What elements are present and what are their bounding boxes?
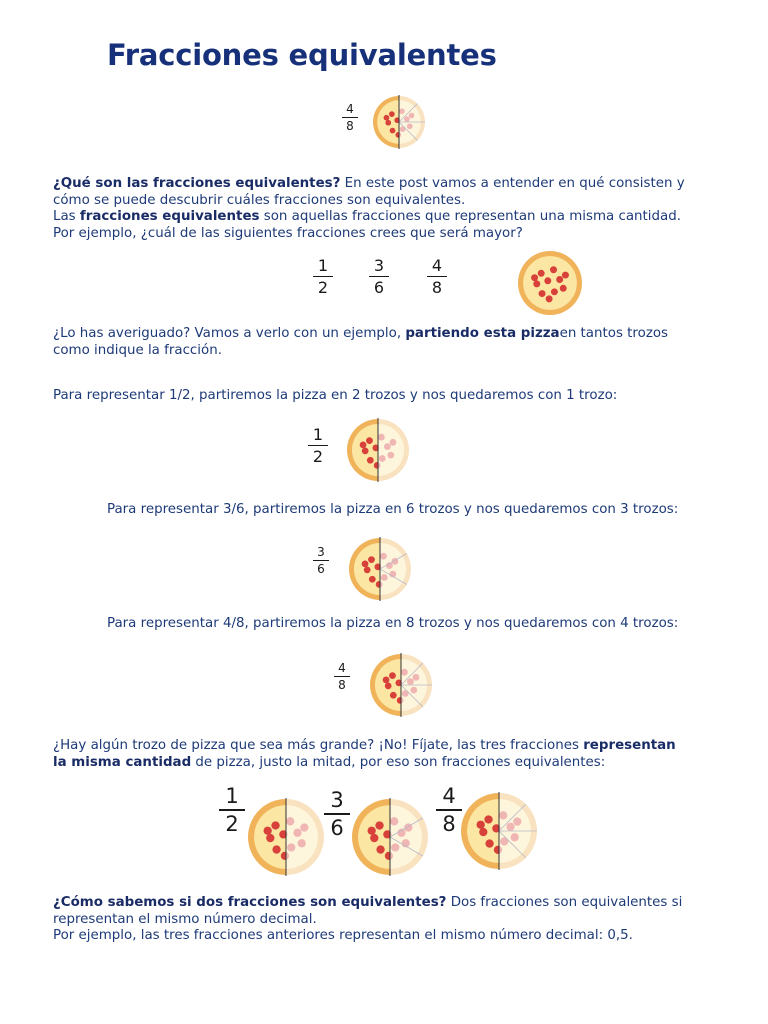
pizza-paragraph xyxy=(53,326,668,359)
fraction-denominator: 2 xyxy=(317,278,329,297)
fraction-bar xyxy=(313,276,333,277)
fraction-bar xyxy=(436,809,462,811)
question-fraction-2 xyxy=(369,256,389,297)
summary-pizza-halves xyxy=(247,798,325,876)
pizza-line-2: como indique la fracción. xyxy=(53,342,222,358)
fraction-numerator: 4 xyxy=(431,256,443,275)
summary-pizza-sixths xyxy=(351,798,429,876)
equivalence-post: de pizza, justo la mitad, por eso son fracciones equivalentes: xyxy=(191,754,606,770)
pizza-line-1 xyxy=(53,326,668,343)
fraction-denominator: 8 xyxy=(431,278,443,297)
summary-fraction-1 xyxy=(219,784,245,836)
intro-question: ¿Qué son las fracciones equivalentes? xyxy=(53,176,341,191)
decimal-line-1 xyxy=(53,895,682,912)
fraction-denominator: 8 xyxy=(442,811,456,836)
fraction-numerator: 3 xyxy=(317,545,325,559)
fraction-bar xyxy=(219,809,245,811)
intro-fraction xyxy=(342,102,358,133)
intro-line-4: Por ejemplo, ¿cuál de las siguientes fracciones crees que será mayor? xyxy=(53,225,523,241)
page-title: Fracciones equivalentes xyxy=(107,38,497,72)
fraction-denominator: 6 xyxy=(330,815,344,840)
fraction-denominator: 6 xyxy=(317,562,325,576)
step-halves-fraction xyxy=(308,425,328,466)
fraction-bar xyxy=(427,276,447,277)
step-eighths-text: Para representar 4/8, partiremos la pizza en 8 trozos y nos quedaremos con 4 trozos: xyxy=(107,616,679,631)
question-fraction-3 xyxy=(427,256,447,297)
fraction-numerator: 1 xyxy=(225,784,239,808)
equivalence-paragraph xyxy=(53,738,676,771)
step-halves-text: Para representar 1/2, partiremos la pizza en 2 trozos y nos quedaremos con 1 trozo: xyxy=(53,388,618,403)
step-sixths-fraction xyxy=(313,545,329,576)
pizza-halves-illustration xyxy=(346,418,410,482)
intro-line-2: cómo se puede descubrir cuáles fracciones son equivalentes. xyxy=(53,192,466,208)
intro-line-3-bold: fracciones equivalentes xyxy=(79,209,260,224)
fraction-denominator: 2 xyxy=(312,447,324,466)
intro-line-3-pre: Las xyxy=(53,209,80,224)
fraction-denominator: 6 xyxy=(373,278,385,297)
fraction-bar xyxy=(324,813,350,815)
intro-paragraph xyxy=(53,176,685,242)
decimal-line-3: Por ejemplo, las tres fracciones anteriores representan el mismo número decimal: 0,5. xyxy=(53,928,633,943)
fraction-numerator: 4 xyxy=(346,102,354,116)
question-fraction-1 xyxy=(313,256,333,297)
summary-fraction-3 xyxy=(436,784,462,836)
pizza-line-pre: ¿Lo has averiguado? Vamos a verlo con un ejemplo, xyxy=(53,326,406,341)
decimal-line-2: representan el mismo número decimal. xyxy=(53,911,317,927)
decimal-paragraph xyxy=(53,895,682,945)
fraction-numerator: 3 xyxy=(330,788,344,812)
intro-line-3 xyxy=(53,209,685,226)
equivalence-bold-2: la misma cantidad xyxy=(53,754,192,770)
fraction-numerator: 4 xyxy=(338,661,346,675)
step-sixths-text: Para representar 3/6, partiremos la pizza en 6 trozos y nos quedaremos con 3 trozos: xyxy=(107,502,679,517)
fraction-numerator: 1 xyxy=(312,425,324,444)
decimal-answer: Dos fracciones son equivalentes si xyxy=(446,895,683,910)
fraction-bar xyxy=(342,117,358,118)
fraction-denominator: 8 xyxy=(346,119,354,133)
fraction-denominator: 8 xyxy=(338,678,346,692)
fraction-denominator: 2 xyxy=(225,811,239,836)
fraction-bar xyxy=(313,560,329,561)
whole-pizza-illustration xyxy=(517,250,583,316)
summary-fraction-2 xyxy=(324,788,350,840)
fraction-numerator: 3 xyxy=(373,256,385,275)
fraction-numerator: 1 xyxy=(317,256,329,275)
fraction-bar xyxy=(308,445,328,446)
summary-pizza-eighths xyxy=(460,792,538,870)
equivalence-line-1 xyxy=(53,738,676,755)
pizza-sixths-illustration xyxy=(348,537,412,601)
fraction-bar xyxy=(369,276,389,277)
equivalence-pre: ¿Hay algún trozo de pizza que sea más grande? ¡No! Fíjate, las tres fracciones xyxy=(53,738,584,753)
intro-text: En este post vamos a entender en qué consisten y xyxy=(340,176,685,191)
equivalence-line-2 xyxy=(53,755,676,772)
intro-line-3-post: son aquellas fracciones que representan una misma cantidad. xyxy=(259,209,681,224)
equivalence-bold-1: representan xyxy=(583,738,676,753)
pizza-eighths-step-illustration xyxy=(369,653,433,717)
step-eighths-fraction xyxy=(334,661,350,692)
pizza-line-post: en tantos trozos xyxy=(559,326,669,341)
fraction-bar xyxy=(334,676,350,677)
pizza-eighths-illustration xyxy=(372,95,426,149)
decimal-question: ¿Cómo sabemos si dos fracciones son equivalentes? xyxy=(53,895,447,910)
fraction-numerator: 4 xyxy=(442,784,456,808)
intro-line-1 xyxy=(53,176,685,193)
pizza-line-bold: partiendo esta pizza xyxy=(405,326,560,341)
